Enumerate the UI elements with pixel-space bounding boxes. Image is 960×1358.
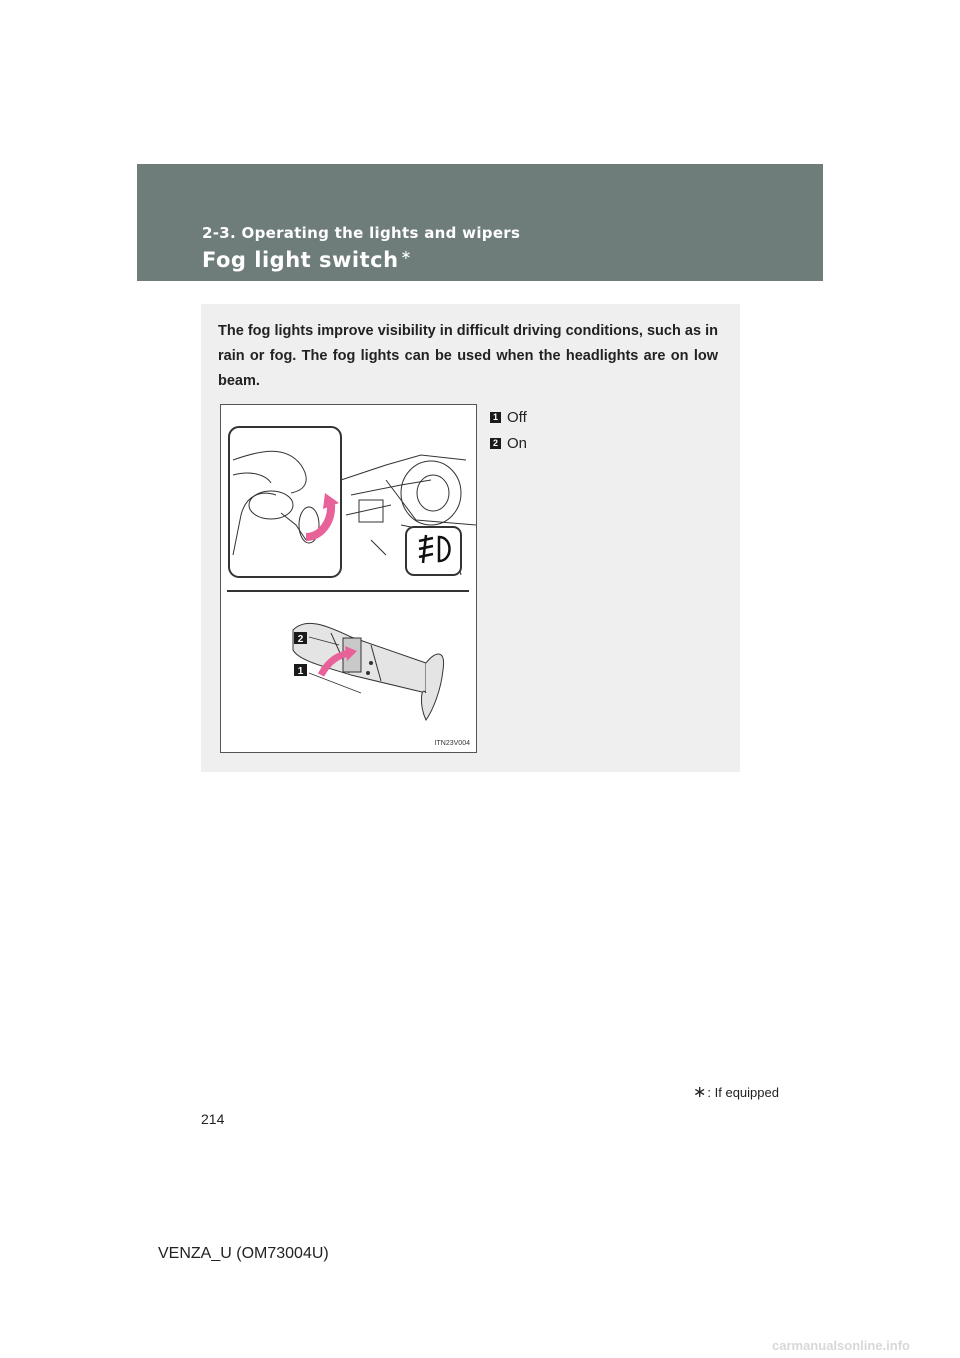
page-title [202,248,412,272]
callout-badge [294,664,307,677]
callout-label: 2 [297,634,304,645]
legend-label: On [507,434,528,452]
legend [490,404,527,456]
section-label: 2-3. Operating the lights and wipers [202,224,521,242]
number-badge: 2 [490,438,501,449]
intro-text: The fog lights improve visibility in difficult driving conditions, such as in rain or fog. The fog lights can be used when the headlights are on low beam. [218,323,718,389]
footnote-marker: ∗ [693,1084,707,1101]
callout-badge [294,632,307,645]
callout-label: 1 [297,666,304,677]
footnote-text: : If equipped [707,1084,779,1100]
page-number: 214 [201,1111,225,1127]
legend-item-off [490,404,527,430]
number-badge: 1 [490,412,501,423]
legend-item-on [490,430,527,456]
fog-icon-inset [406,527,461,575]
header-band [137,164,823,281]
title-asterisk: ∗ [400,248,412,263]
content-box [201,304,740,772]
footer-code: VENZA_U (OM73004U) [158,1245,329,1262]
footnote [693,1082,779,1102]
fog-light-switch-illustration [220,404,477,753]
page-title-text: Fog light switch [202,248,399,272]
watermark: carmanualsonline.info [772,1338,910,1353]
figure-code: ITN23V004 [434,740,470,747]
legend-label: Off [507,408,527,426]
fog-light-switch-diagram [221,405,476,752]
stalk-lever [293,623,444,720]
